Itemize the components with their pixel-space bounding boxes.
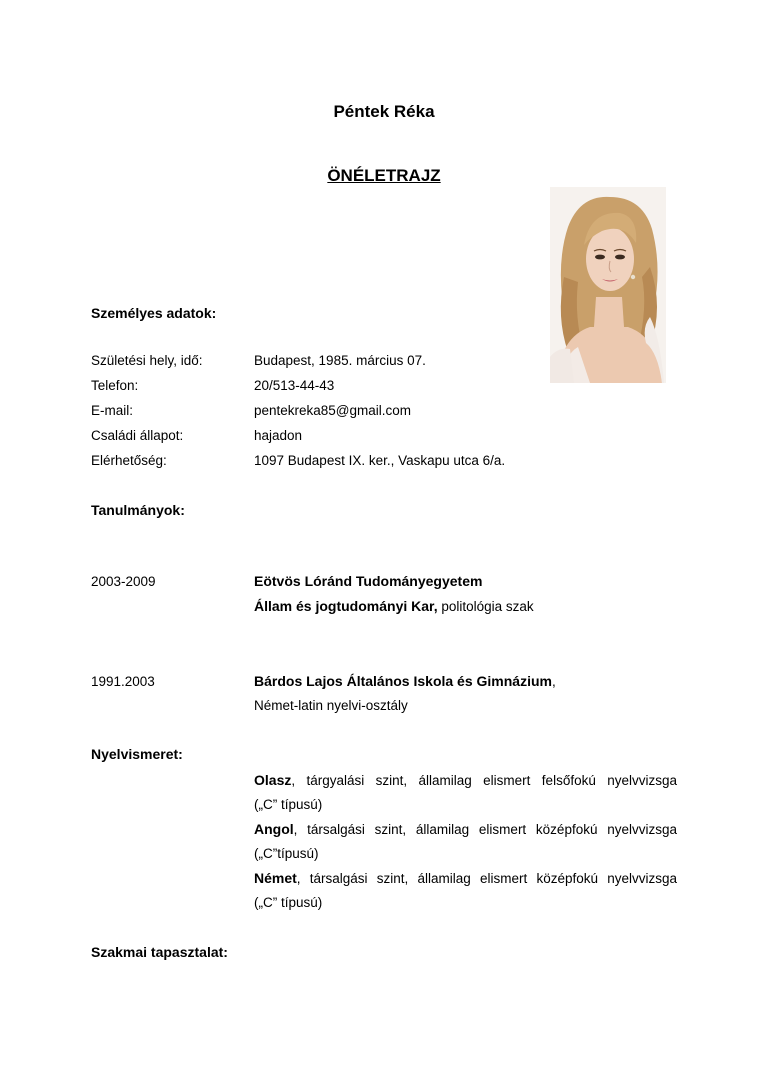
language-name: Olasz (254, 772, 292, 788)
study-school-suffix: , (551, 674, 556, 689)
languages-heading: Nyelvismeret: (91, 746, 183, 762)
document-title: ÖNÉLETRAJZ (327, 166, 441, 185)
study-school-line (254, 673, 556, 689)
address-value: 1097 Budapest IX. ker., Vaskapu utca 6/a. (254, 453, 506, 468)
language-item (254, 821, 677, 837)
study-years: 2003-2009 (91, 574, 156, 589)
experience-heading: Szakmai tapasztalat: (91, 944, 228, 960)
language-item (254, 870, 677, 886)
email-value: pentekreka85@gmail.com (254, 403, 412, 418)
marital-status-label: Családi állapot: (91, 428, 184, 443)
language-name: Német (254, 870, 297, 886)
marital-status-value: hajadon (254, 428, 303, 443)
person-name: Péntek Réka (333, 102, 435, 121)
language-type: („C” típusú) (254, 797, 323, 812)
study-school: Bárdos Lajos Általános Iskola és Gimnázium (254, 673, 552, 689)
study-years: 1991.2003 (91, 674, 155, 689)
studies-heading: Tanulmányok: (91, 502, 185, 518)
birth-label: Születési hely, idő: (91, 353, 203, 368)
study-detail: politológia szak (441, 599, 534, 614)
language-item (254, 772, 677, 788)
address-label: Elérhetőség: (91, 453, 167, 468)
personal-data-heading: Személyes adatok: (91, 305, 217, 321)
study-faculty-line (254, 598, 534, 614)
birth-value: Budapest, 1985. március 07. (254, 353, 426, 368)
language-desc: , társalgási szint, államilag elismert középfokú nyelvvizsga (296, 871, 677, 886)
study-school: Eötvös Lóránd Tudományegyetem (254, 573, 483, 589)
language-name: Angol (254, 821, 294, 837)
email-label: E-mail: (91, 403, 134, 418)
language-desc: , társalgási szint, államilag elismert középfokú nyelvvizsga (293, 822, 677, 837)
phone-label: Telefon: (91, 378, 139, 393)
study-faculty: Állam és jogtudományi Kar, (254, 598, 438, 614)
phone-value: 20/513-44-43 (254, 378, 335, 393)
language-type: („C” típusú) (254, 895, 323, 910)
portrait-photo (550, 187, 666, 383)
language-desc: , tárgyalási szint, államilag elismert felsőfokú nyelvvizsga (291, 773, 677, 788)
language-type: („C”típusú) (254, 846, 319, 861)
study-detail: Német-latin nyelvi-osztály (254, 698, 408, 713)
